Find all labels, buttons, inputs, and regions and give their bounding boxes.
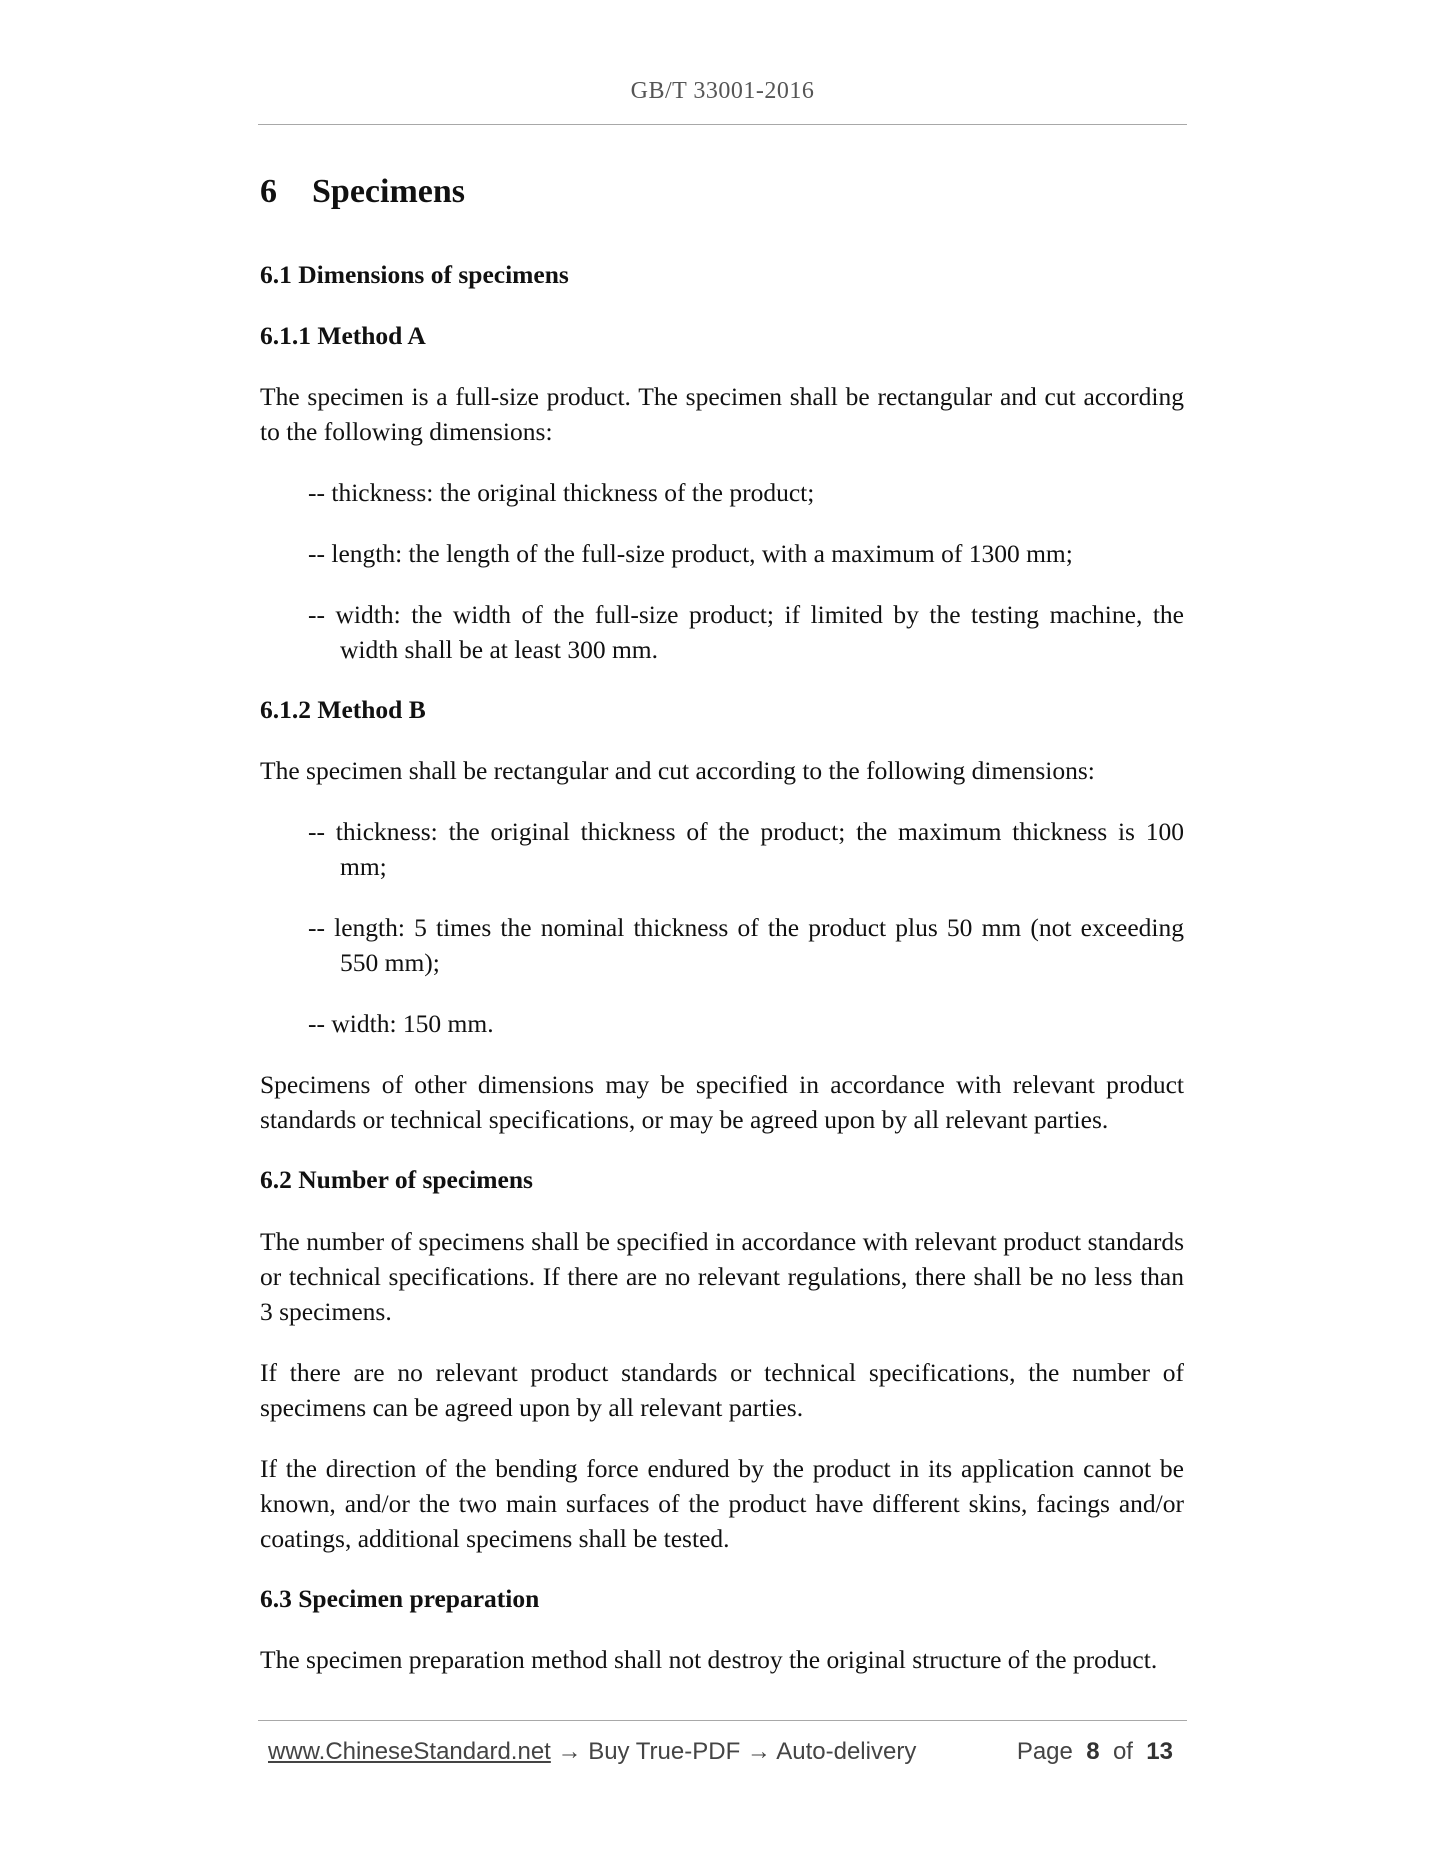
auto-delivery-text: Auto-delivery — [776, 1738, 917, 1765]
list-item: -- width: 150 mm. — [308, 1009, 494, 1039]
standard-code-header: GB/T 33001-2016 — [630, 78, 815, 104]
page-of-label: of — [1112, 1738, 1133, 1765]
current-page-number: 8 — [1086, 1738, 1100, 1765]
list-item: -- width: the width of the full-size product; if limited by the testing machine, the width shall be at least 300 mm. — [308, 600, 1184, 665]
page-footer — [268, 1738, 1173, 1772]
section-number: 6 — [260, 173, 277, 210]
method-a-list — [260, 475, 1184, 667]
list-item: -- length: the length of the full-size product, with a maximum of 1300 mm; — [308, 539, 1073, 569]
list-item: -- thickness: the original thickness of the product; — [308, 478, 815, 508]
section-6-1-heading: 6.1 Dimensions of specimens — [260, 260, 569, 290]
buy-true-pdf-text: Buy True-PDF — [588, 1738, 741, 1765]
method-b-intro: The specimen shall be rectangular and cut according to the following dimensions: — [260, 756, 1095, 786]
total-pages-number: 13 — [1146, 1738, 1173, 1765]
header-rule — [258, 124, 1187, 125]
method-b-list — [260, 814, 1184, 1041]
section-6-1-1-heading: 6.1.1 Method A — [260, 320, 426, 350]
arrow-right-icon: → — [557, 1738, 582, 1765]
page-content — [260, 170, 1184, 1703]
page-label: Page — [1016, 1738, 1073, 1765]
method-a-intro: The specimen is a full-size product. The specimen shall be rectangular and cut according to the following dimensions: — [260, 382, 1184, 447]
list-item: -- thickness: the original thickness of the product; the maximum thickness is 100 mm; — [308, 817, 1184, 882]
section-6-3-heading: 6.3 Specimen preparation — [260, 1583, 540, 1613]
footer-rule — [258, 1720, 1187, 1721]
footer-promo — [268, 1738, 916, 1766]
section-6-2-heading: 6.2 Number of specimens — [260, 1165, 533, 1195]
paragraph: If the direction of the bending force endured by the product in its application cannot be known, and/or the two main surfaces of the product have different skins, facings and/or coatings, additional specimens shall be tested. — [260, 1453, 1184, 1553]
section-6-heading — [260, 170, 1184, 214]
page-indicator — [1017, 1738, 1173, 1766]
other-dimensions-note: Specimens of other dimensions may be specified in accordance with relevant product standards or technical specifications, or may be agreed upon by all relevant parties. — [260, 1070, 1184, 1135]
paragraph: The number of specimens shall be specified in accordance with relevant product standards or technical specifications. If there are no relevant regulations, there shall be no less than 3 specimens. — [260, 1226, 1184, 1326]
arrow-right-icon: → — [746, 1738, 771, 1765]
list-item: -- length: 5 times the nominal thickness of the product plus 50 mm (not exceeding 550 mm); — [308, 913, 1184, 978]
section-6-1-2-heading: 6.1.2 Method B — [260, 695, 426, 725]
website-link[interactable]: www.ChineseStandard.net — [268, 1738, 551, 1765]
paragraph: The specimen preparation method shall not destroy the original structure of the product. — [260, 1645, 1158, 1675]
section-title: Specimens — [312, 173, 465, 210]
paragraph: If there are no relevant product standards or technical specifications, the number of specimens can be agreed upon by all relevant parties. — [260, 1357, 1184, 1422]
